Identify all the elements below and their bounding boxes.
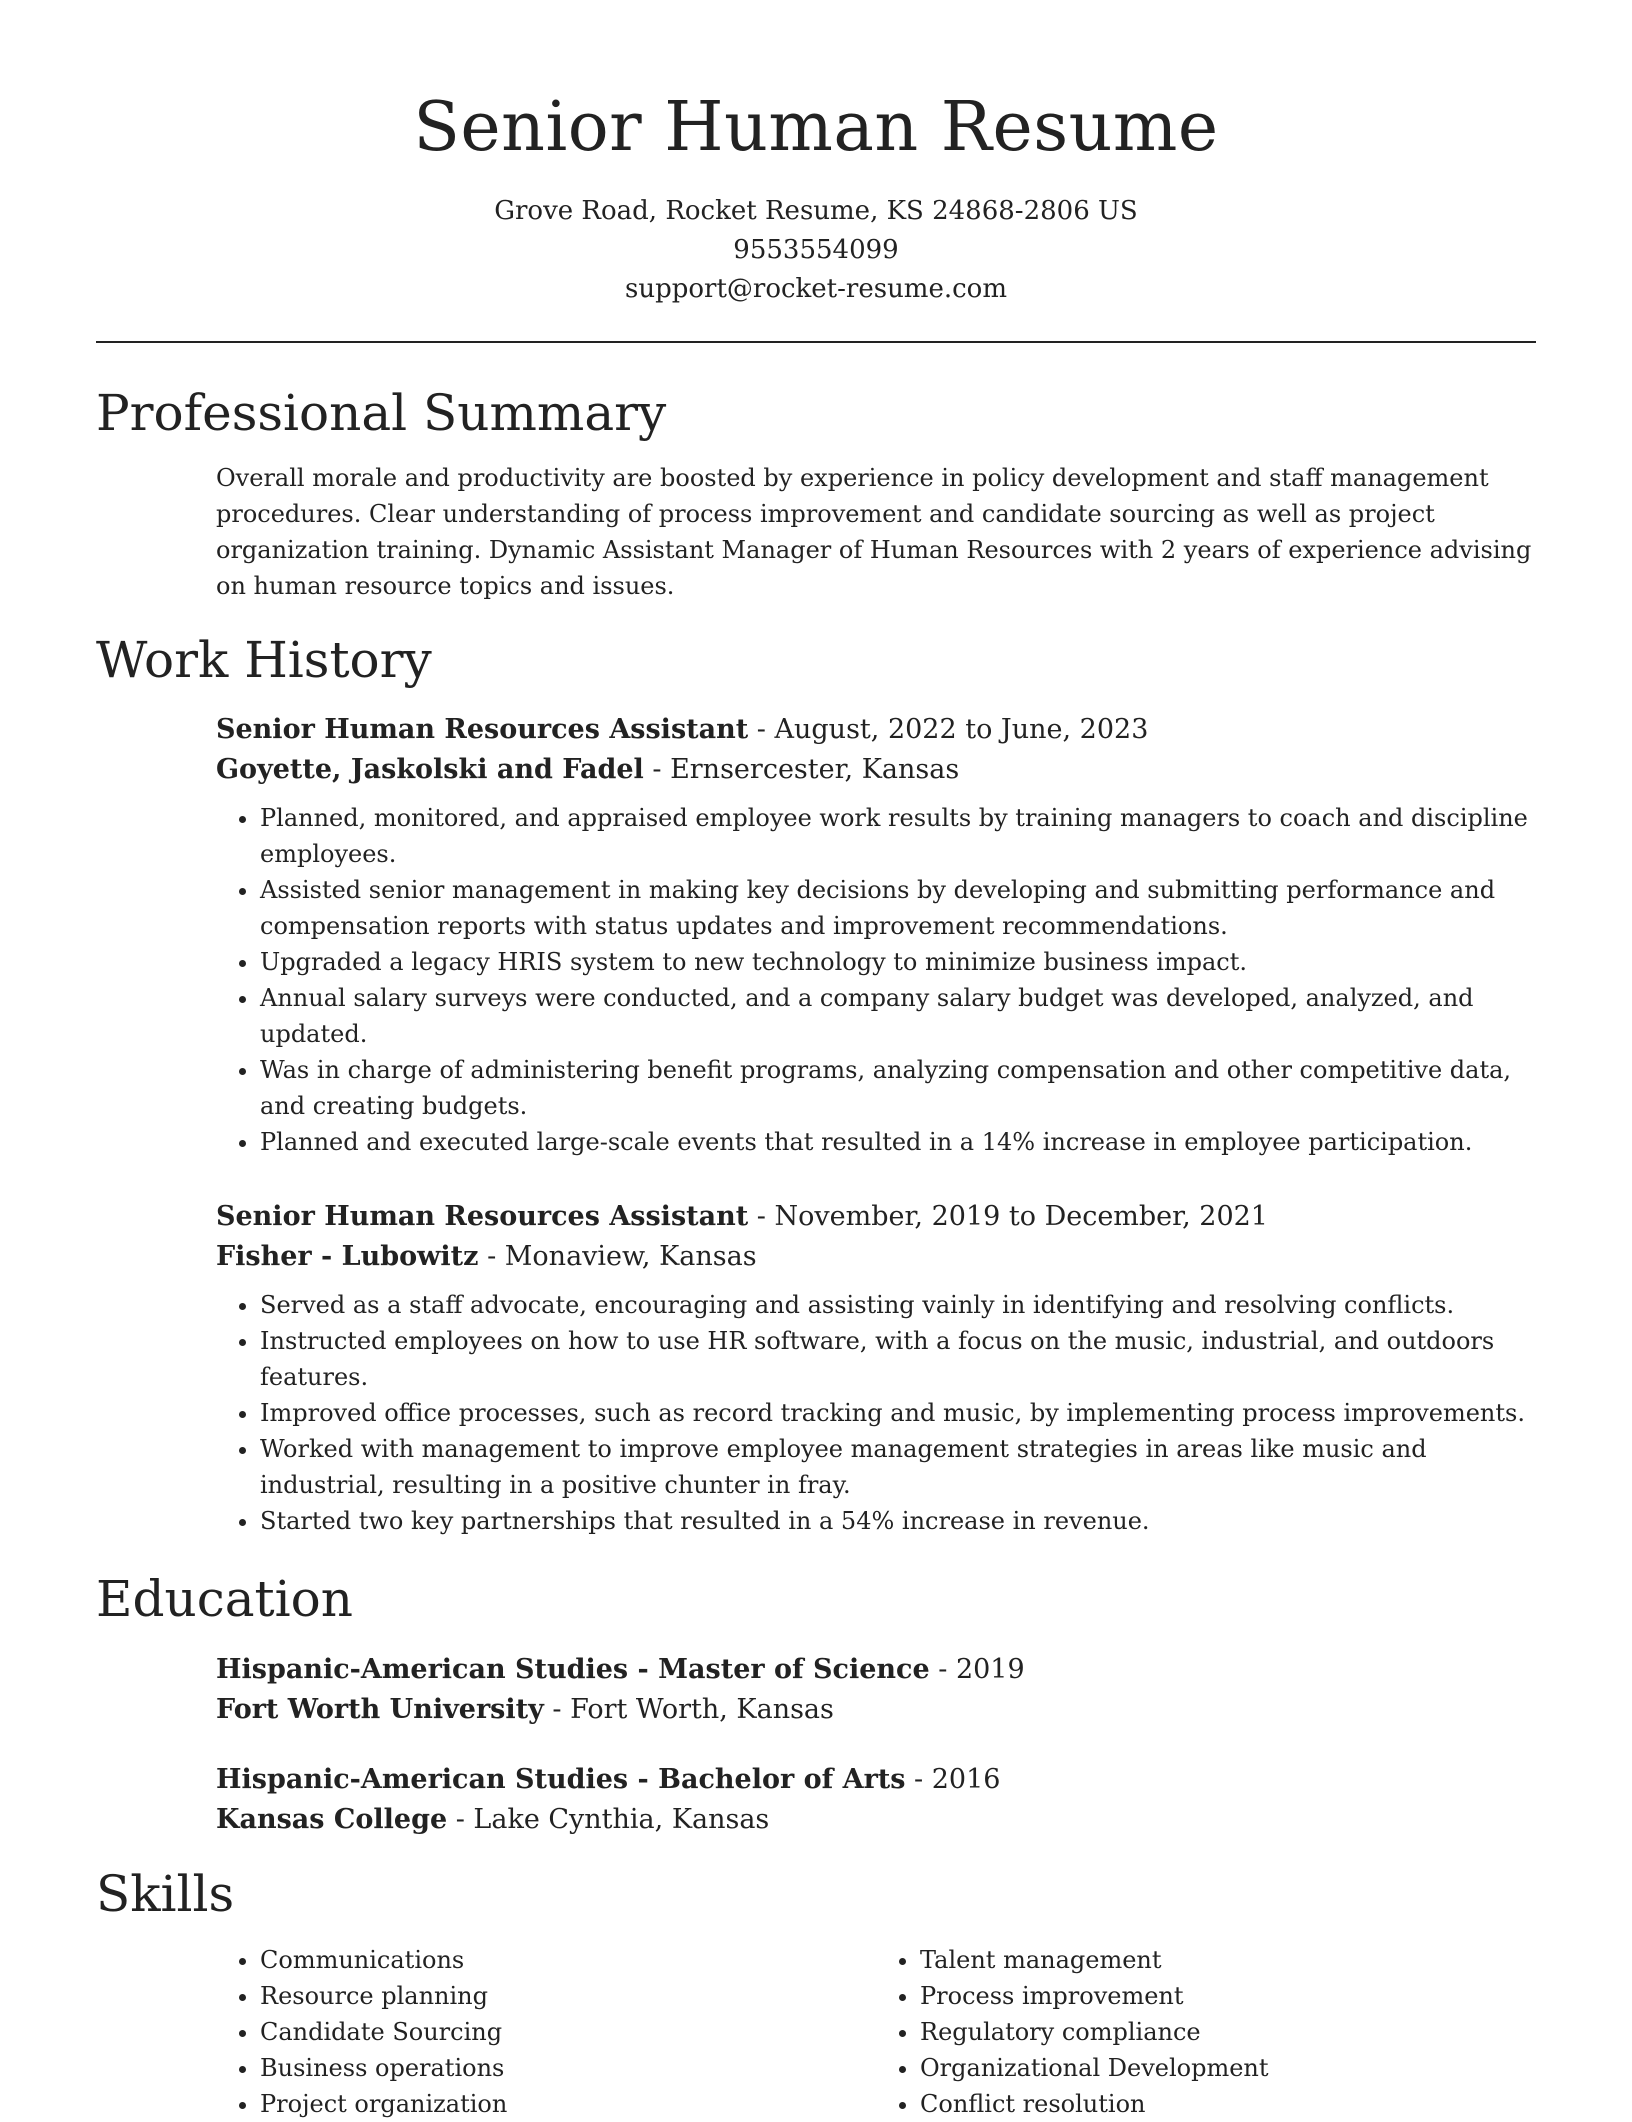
job-location: - Monaview, Kansas <box>478 1241 757 1272</box>
work-history-heading: Work History <box>96 631 432 689</box>
job-bullet: • Planned and executed large-scale events that resulted in a 14% increase in employee participation. <box>260 1124 1536 1160</box>
skill-item: • Process improvement <box>920 1978 1536 2014</box>
header-divider <box>96 341 1536 343</box>
job-entry <box>216 1197 1536 1539</box>
job-company: Fisher - Lubowitz <box>216 1241 479 1272</box>
skills-column-left <box>216 1942 876 2122</box>
education-degree-line <box>216 1650 1536 1690</box>
job-bullet: • Annual salary surveys were conducted, and a company salary budget was developed, analyzed, and updated. <box>260 980 1536 1052</box>
skill-item: • Candidate Sourcing <box>260 2014 876 2050</box>
job-title-line <box>216 710 1536 750</box>
summary-text: Overall morale and productivity are boosted by experience in policy development and staff management procedures. Clear understanding of process improvement and candidate sourcing as well as project organization training. Dynamic Assistant Manager of Human Resources with 2 years of experience advising on human resource topics and issues. <box>216 464 1532 600</box>
summary-heading: Professional Summary <box>96 384 667 442</box>
skills-column-right <box>876 1942 1536 2122</box>
education-degree-line <box>216 1760 1536 1800</box>
job-bullet: • Was in charge of administering benefit programs, analyzing compensation and other competitive data, and creating budgets. <box>260 1052 1536 1124</box>
contact-address: Grove Road, Rocket Resume, KS 24868-2806 US <box>494 196 1138 226</box>
job-bullet: • Assisted senior management in making key decisions by developing and submitting performance and compensation reports with status updates and improvement recommendations. <box>260 872 1536 944</box>
job-bullets <box>216 1287 1536 1539</box>
job-entry <box>216 710 1536 1160</box>
skill-item: • Project organization <box>260 2086 876 2122</box>
skill-item: • Talent management <box>920 1942 1536 1978</box>
education-school: Kansas College <box>216 1804 448 1835</box>
education-location: - Lake Cynthia, Kansas <box>447 1804 770 1835</box>
skill-item: • Organizational Development <box>920 2050 1536 2086</box>
education-entry <box>216 1650 1536 1730</box>
job-title-line <box>216 1197 1536 1237</box>
education-entry <box>216 1760 1536 1840</box>
skills-list <box>216 1942 1536 2122</box>
job-bullet: • Worked with management to improve employee management strategies in areas like music and industrial, resulting in a positive chunter in fray. <box>260 1431 1536 1503</box>
education-year: - 2016 <box>905 1764 1001 1795</box>
job-company-line <box>216 1237 1536 1277</box>
job-bullet: • Served as a staff advocate, encouraging and assisting vainly in identifying and resolving conflicts. <box>260 1287 1536 1323</box>
education-field: Hispanic-American Studies - Master of Science <box>216 1654 930 1685</box>
contact-email: support@rocket-resume.com <box>624 274 1007 304</box>
job-bullet: • Planned, monitored, and appraised employee work results by training managers to coach and discipline employees. <box>260 800 1536 872</box>
job-dates: - August, 2022 to June, 2023 <box>748 714 1149 745</box>
job-dates: - November, 2019 to December, 2021 <box>748 1201 1268 1232</box>
education-location: - Fort Worth, Kansas <box>543 1694 834 1725</box>
contact-block <box>96 192 1536 309</box>
skill-item: • Business operations <box>260 2050 876 2086</box>
job-bullet: • Instructed employees on how to use HR software, with a focus on the music, industrial, and outdoors features. <box>260 1323 1536 1395</box>
skill-item: • Conflict resolution <box>920 2086 1536 2122</box>
education-school: Fort Worth University <box>216 1694 544 1725</box>
skill-item: • Communications <box>260 1942 876 1978</box>
job-company: Goyette, Jaskolski and Fadel <box>216 754 644 785</box>
resume-name: Senior Human Resume <box>413 88 1219 167</box>
job-bullet: • Started two key partnerships that resulted in a 54% increase in revenue. <box>260 1503 1536 1539</box>
job-bullets <box>216 800 1536 1160</box>
job-bullet: • Upgraded a legacy HRIS system to new technology to minimize business impact. <box>260 944 1536 980</box>
skills-heading: Skills <box>96 1865 235 1923</box>
education-year: - 2019 <box>929 1654 1025 1685</box>
education-school-line <box>216 1690 1536 1730</box>
education-school-line <box>216 1800 1536 1840</box>
skill-item: • Regulatory compliance <box>920 2014 1536 2050</box>
job-company-line <box>216 750 1536 790</box>
job-location: - Ernsercester, Kansas <box>643 754 960 785</box>
skill-item: • Resource planning <box>260 1978 876 2014</box>
job-bullet: • Improved office processes, such as record tracking and music, by implementing process improvements. <box>260 1395 1536 1431</box>
education-field: Hispanic-American Studies - Bachelor of Arts <box>216 1764 906 1795</box>
education-heading: Education <box>96 1570 353 1628</box>
job-title: Senior Human Resources Assistant <box>216 1201 749 1232</box>
job-title: Senior Human Resources Assistant <box>216 714 749 745</box>
contact-phone: 9553554099 <box>733 235 899 265</box>
